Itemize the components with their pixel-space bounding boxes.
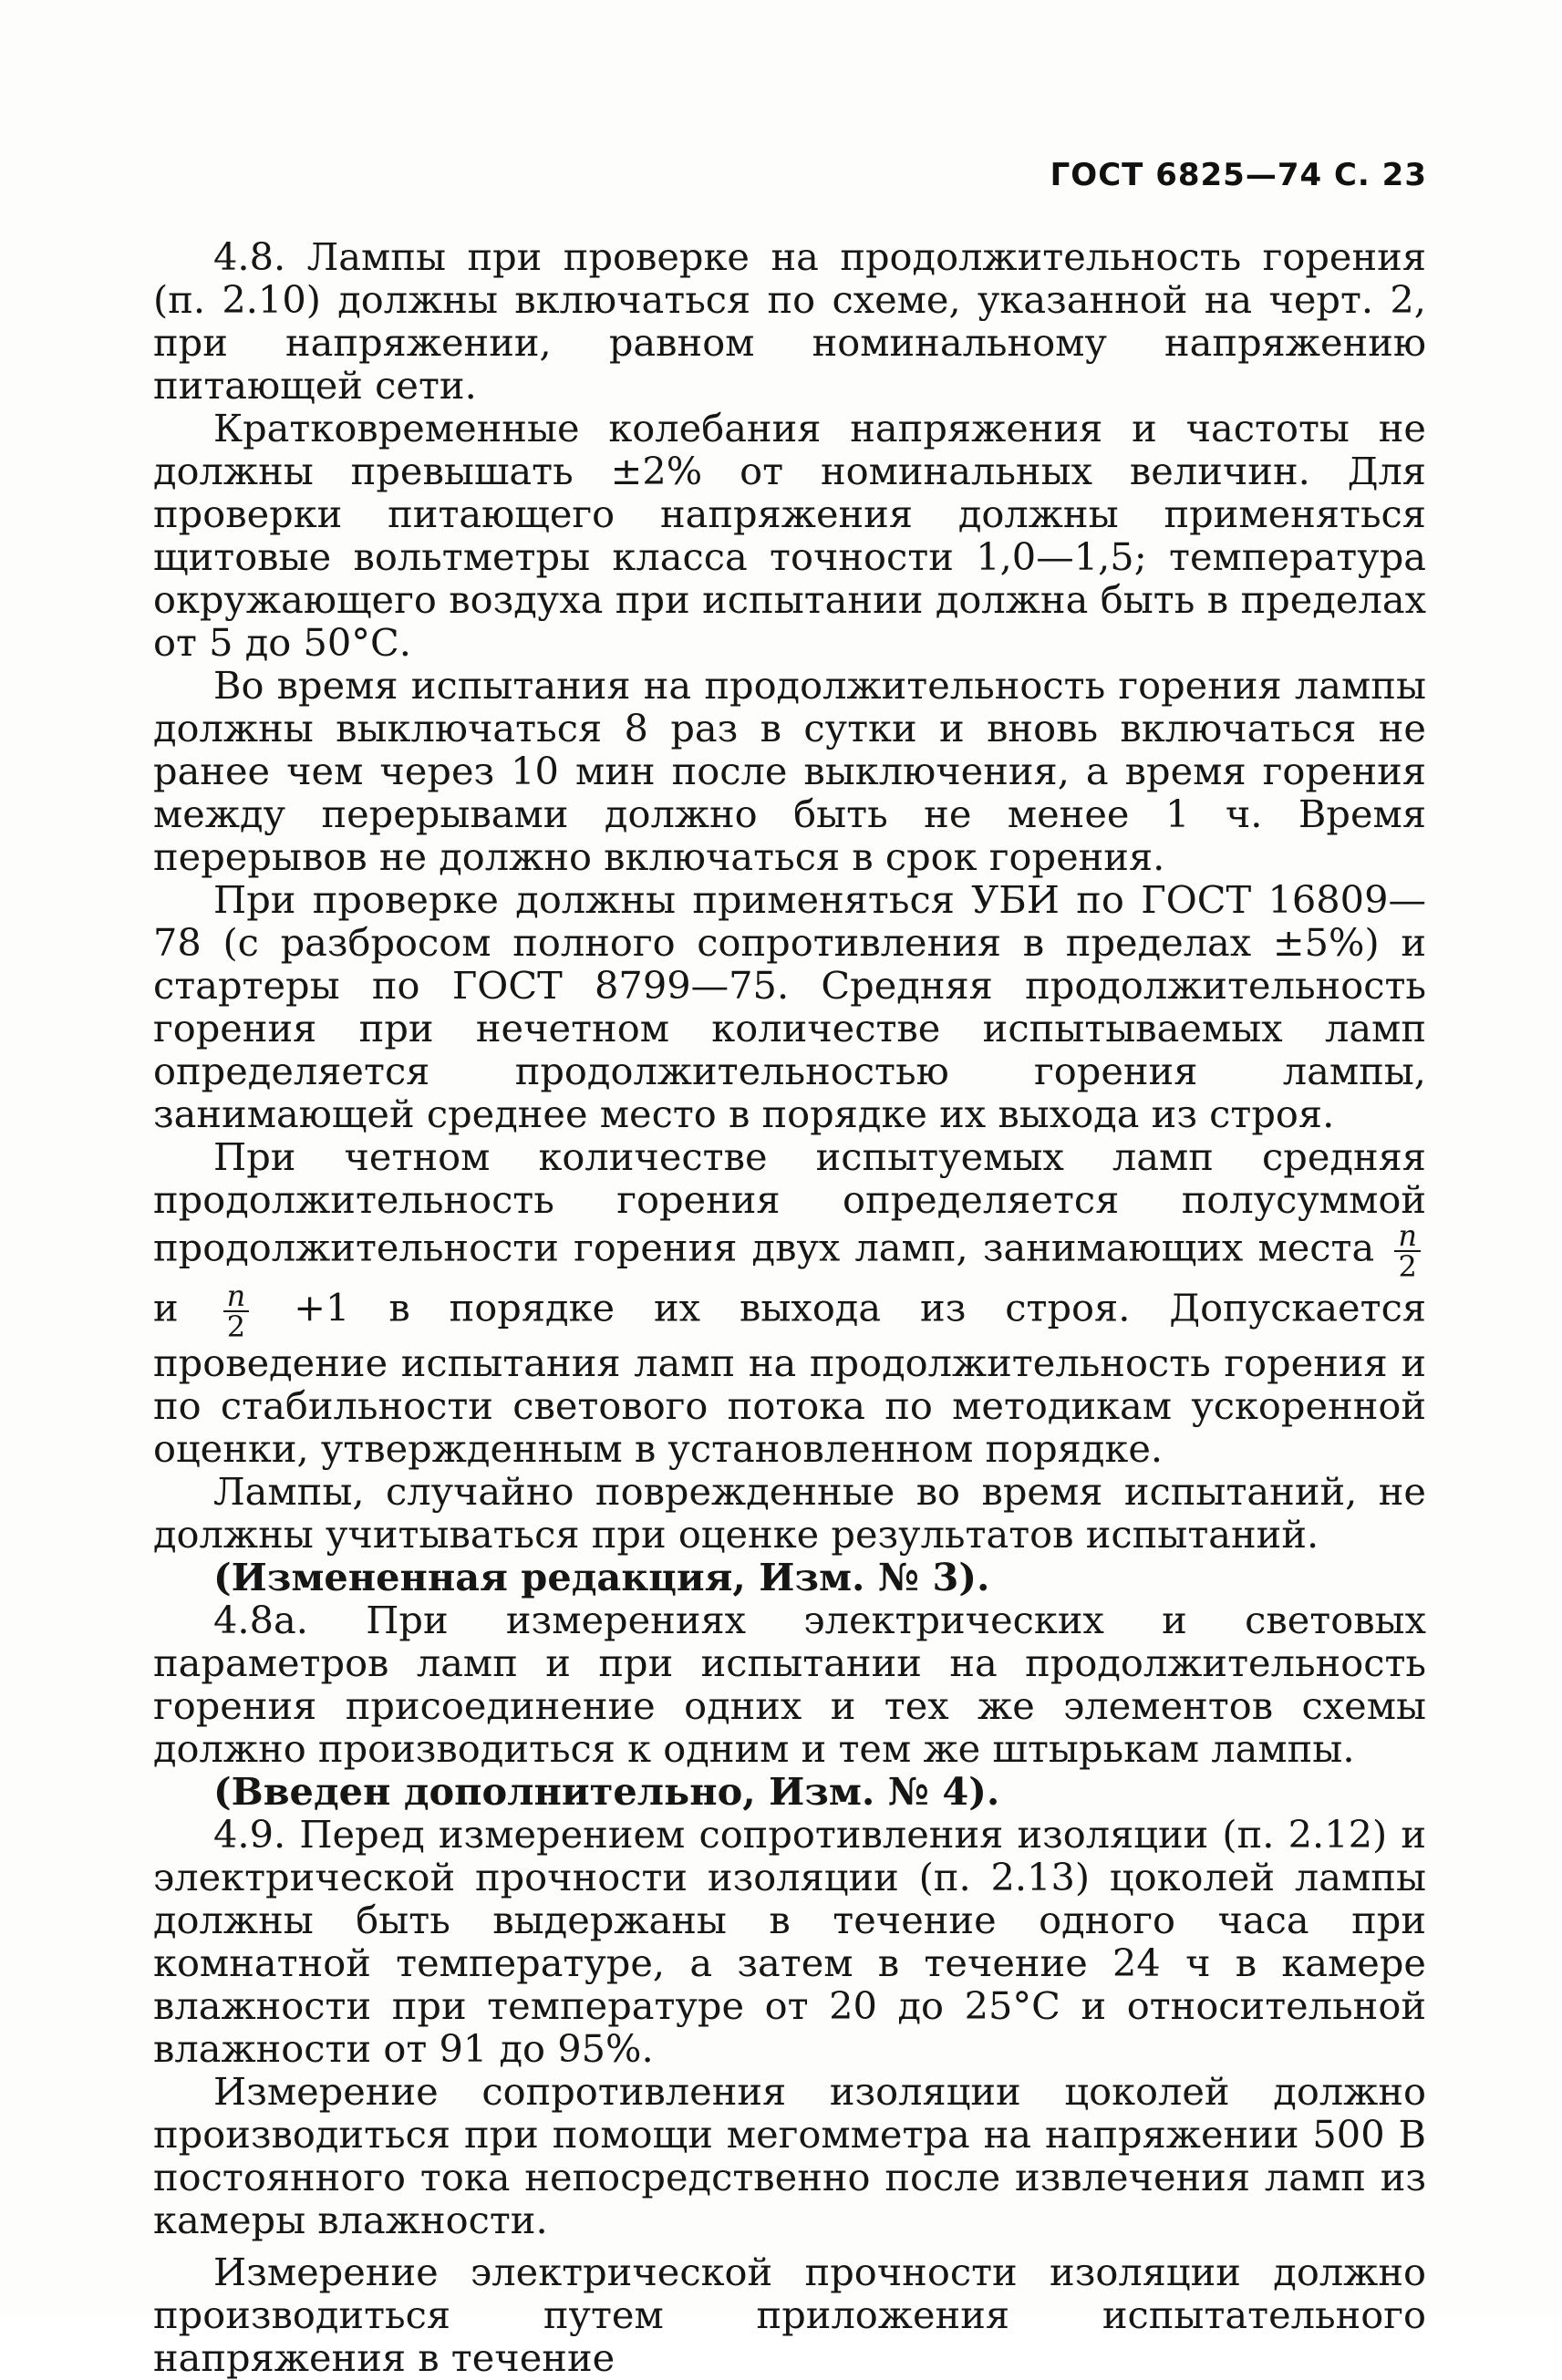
fraction-n-over-2-second — [223, 1278, 250, 1344]
document-body — [153, 235, 1426, 2379]
paragraph-dielectric-strength: Измерение электрической прочности изоляции должно производиться путем приложения испытательного напряжения в течение — [153, 2250, 1426, 2380]
even-text-part2: в порядке их выхода из строя. Допускается проведение испытания ламп на продолжительность горения и по стабильности светового потока по методикам ускоренной оценки, утвержденным в установленном порядке. — [153, 1285, 1426, 1471]
fraction-numerator: n — [223, 1281, 250, 1312]
paragraph-switching: Во время испытания на продолжительность горения лампы должны выключаться 8 раз в сутки и вновь включаться не ранее чем через 10 мин после выключения, а время горения между перерывами должно быть не менее 1 ч. Время перерывов не должно включаться в срок горения. — [153, 663, 1426, 879]
paragraph-damaged-lamps: Лампы, случайно поврежденные во время испытаний, не должны учитываться при оценке результатов испытаний. — [153, 1469, 1426, 1557]
even-text-and: и — [153, 1285, 179, 1330]
paragraph-even-count — [153, 1135, 1426, 1470]
even-text-plus-one: +1 — [294, 1285, 350, 1330]
fraction-n-over-2 — [1394, 1218, 1421, 1284]
note-changed-edition: (Измененная редакция, Изм. № 3). — [213, 1555, 990, 1599]
paragraph-4-8: 4.8. Лампы при проверке на продолжительность горения (п. 2.10) должны включаться по схеме, указанной на черт. 2, при напряжении, равном номинальному напряжению питающей сети. — [153, 234, 1426, 408]
even-text-part1: При четном количестве испытуемых ламп средняя продолжительность горения определяется полусуммой продолжительности горения двух ламп, занимающих места — [153, 1134, 1426, 1270]
paragraph-4-9: 4.9. Перед измерением сопротивления изоляции (п. 2.12) и электрической прочности изоляции (п. 2.13) цоколей лампы должны быть выдержаны в течение одного часа при комнатной температуре, а затем в течение 24 ч в камере влажности при температуре от 20 до 25°С и относительной влажности от 91 до 95%. — [153, 1812, 1426, 2071]
page-header: ГОСТ 6825—74 С. 23 — [1050, 157, 1427, 193]
paragraph-odd-count: При проверке должны применяться УБИ по ГОСТ 16809—78 (с разбросом полного сопротивления в пределах ±5%) и стартеры по ГОСТ 8799—75. Средняя продолжительность горения при нечетном количестве испытываемых ламп определяется продолжительностью горения лампы, занимающей среднее место в порядке их выхода из строя. — [153, 877, 1426, 1136]
fraction-denominator: 2 — [1398, 1249, 1417, 1284]
note-added: (Введен дополнительно, Изм. № 4). — [213, 1769, 1000, 1814]
fraction-numerator: n — [1394, 1221, 1421, 1252]
paragraph-voltage-fluctuations: Кратковременные колебания напряжения и частоты не должны превышать ±2% от номинальных величин. Для проверки питающего напряжения должны применяться щитовые вольтметры класса точности 1,0—1,5; температура окружающего воздуха при испытании должна быть в пределах от 5 до 50°С. — [153, 406, 1426, 665]
paragraph-4-8a: 4.8а. При измерениях электрических и световых параметров ламп и при испытании на продолжительность горения присоединение одних и тех же элементов схемы должно производиться к одним и тем же штырькам лампы. — [153, 1598, 1426, 1771]
paragraph-insulation-resistance: Измерение сопротивления изоляции цоколей должно производиться при помощи мегомметра на напряжении 500 В постоянного тока непосредственно после извлечения ламп из камеры влажности. — [153, 2069, 1426, 2242]
fraction-denominator: 2 — [226, 1309, 246, 1344]
